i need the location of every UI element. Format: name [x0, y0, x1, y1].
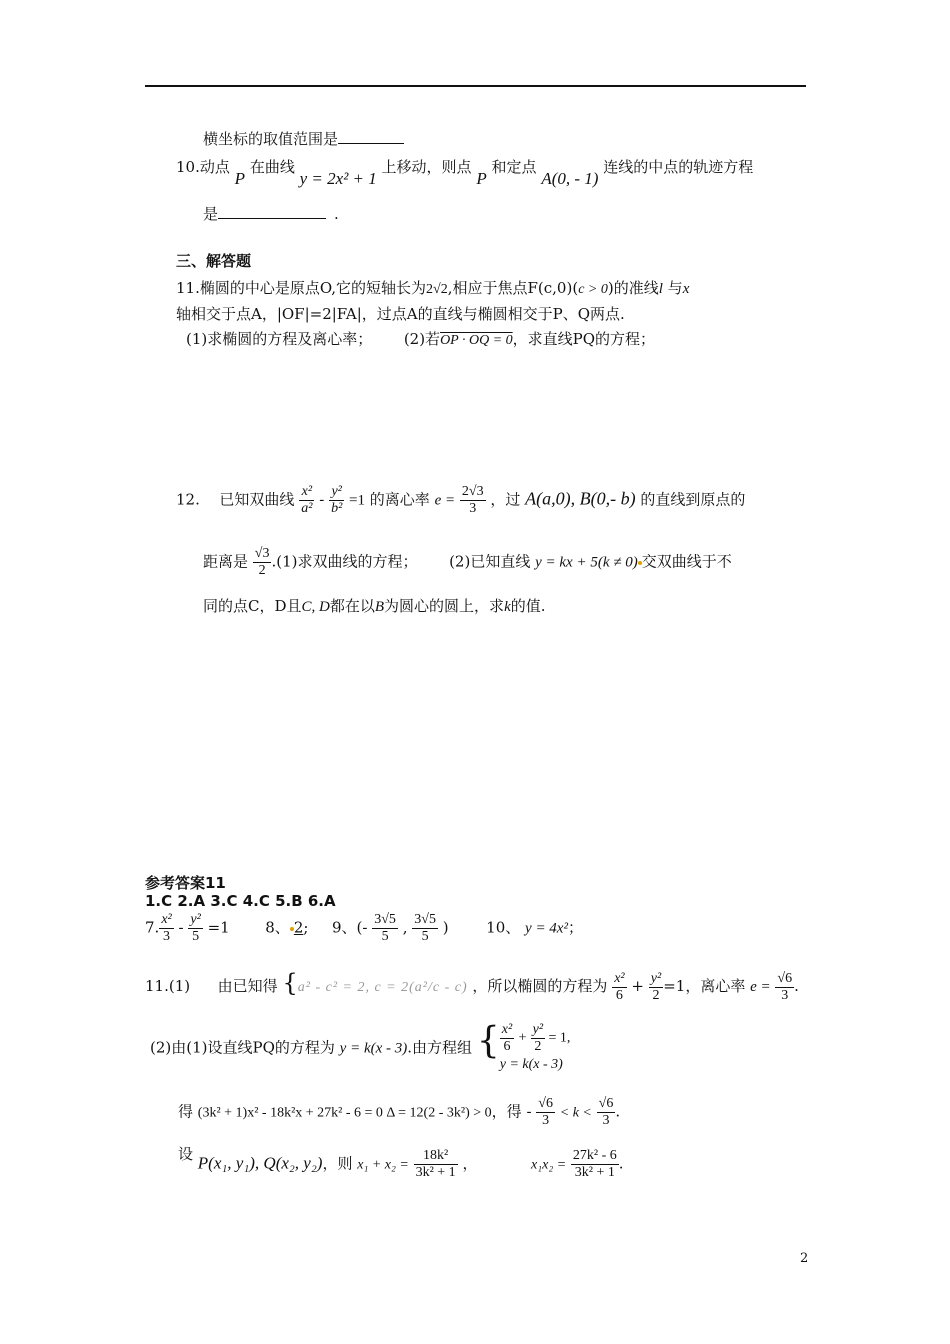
q12-text: .(1)求双曲线的方程； — [271, 552, 418, 571]
q12-text: 距离是 — [203, 552, 249, 571]
q11-minor-axis: 2√2 — [426, 282, 448, 297]
q11-sub2: (2)若 — [403, 330, 441, 348]
q12-line1 — [176, 484, 745, 517]
a11-part2 — [150, 1022, 570, 1075]
q11-line3 — [186, 328, 655, 349]
a11-product: x₁x₂ = — [531, 1157, 567, 1173]
q12-text: 的值. — [510, 597, 546, 615]
a11-frac — [414, 1148, 458, 1181]
frac-den: 3 — [602, 1113, 610, 1128]
frac-den: 3k² + 1 — [415, 1165, 456, 1180]
frac-den: 5 — [381, 929, 389, 944]
q10-line1 — [176, 156, 754, 188]
q10-text: 动点 — [199, 158, 230, 176]
q9-tail-line — [203, 128, 404, 149]
q9-answer-blank — [338, 129, 404, 144]
tail: = 1, — [548, 1030, 571, 1046]
q12-frac-e — [460, 484, 486, 517]
q10-text: 和定点 — [491, 158, 537, 176]
a11-text: =1，离心率 — [663, 977, 746, 995]
q11-vector-condition: OP · OQ = 0 — [440, 333, 513, 348]
a11-text: ，得 — [491, 1102, 522, 1121]
answers-mc: 1.C 2.A 3.C 4.C 5.B 6.A — [145, 892, 336, 910]
a11-system-blurred: a² - c² = 2, c = 2(a²/c - c) — [297, 980, 468, 995]
q12-text: 同的点C，D且 — [203, 597, 302, 615]
q12-text: 都在以 — [329, 597, 375, 615]
q10-line2 — [203, 203, 339, 224]
q10-text: 连线的中点的轨迹方程 — [603, 158, 754, 176]
a11-ecc: e = — [750, 979, 771, 995]
frac-den: 3 — [542, 1113, 550, 1128]
a11-text: (2)由(1)设直线PQ的方程为 — [150, 1038, 335, 1057]
a7-frac — [159, 912, 173, 945]
answers-title: 参考答案11 — [145, 874, 226, 892]
frac-den: 3 — [163, 929, 171, 944]
q10-answer-blank — [218, 204, 326, 219]
q12-frac-y — [329, 484, 344, 517]
frac-den: 2 — [652, 987, 660, 1003]
q12-eq: =1 — [349, 492, 366, 509]
a8-value: 2 — [293, 918, 304, 937]
a11-text: ，所以椭圆的方程为 — [472, 977, 608, 995]
a7-frac — [188, 912, 202, 945]
a11-quadratic: (3k² + 1)x² - 18k²x + 27k² - 6 = 0 Δ = 12(2 - 3k²) > 0 — [197, 1105, 492, 1121]
a11-frac — [536, 1096, 555, 1129]
a9-frac — [412, 912, 438, 945]
q11-line2: 轴相交于点A，|OF|=2|FA|，过点A的直线与椭圆相交于P、Q两点. — [176, 305, 625, 323]
frac-num: √6 — [538, 1096, 553, 1111]
q12-frac-num: √3 — [254, 546, 270, 561]
q12-minus: - — [319, 490, 325, 509]
a7-minus: - — [178, 918, 184, 937]
q11-text: )的准线 — [607, 279, 659, 297]
q12-frac-x — [299, 484, 314, 517]
q10-curve: y = 2x² + 1 — [299, 169, 377, 188]
page-number: 2 — [800, 1251, 809, 1266]
a11-text: ， — [462, 1154, 478, 1173]
a11-part3 — [178, 1096, 620, 1129]
q10-point-a: A(0, - 1) — [541, 169, 599, 188]
q12-text: (2)已知直线 — [449, 552, 531, 571]
q11-x-axis: x — [682, 281, 690, 297]
frac-den: 6 — [503, 1039, 511, 1054]
a11-system-row1 — [500, 1022, 571, 1055]
a11-text: . — [618, 1154, 624, 1173]
a11-text: ，则 — [322, 1154, 353, 1173]
a11-frac — [649, 971, 663, 1004]
frac-num: 27k² - 6 — [572, 1148, 617, 1163]
q10-text: 上移动，则点 — [381, 158, 472, 176]
a10-tail: ； — [567, 918, 583, 937]
q12-number: 12. — [176, 490, 200, 509]
a11-points: P(x₁, y₁), Q(x₂, y₂) — [197, 1153, 323, 1173]
a11-system — [500, 1022, 571, 1075]
a7-tail: =1 — [207, 918, 230, 937]
frac-num: y² — [650, 970, 662, 986]
q12-line3 — [203, 595, 546, 616]
a11-text: . — [794, 977, 799, 995]
a11-brace: { — [282, 969, 298, 997]
a11-label: 11.(1) — [145, 977, 191, 995]
frac-num: x² — [161, 912, 172, 927]
q11-text: 11.椭圆的中心是原点O,它的短轴长为 — [176, 279, 427, 297]
a11-system-row2: y = k(x - 3) — [499, 1057, 563, 1072]
a11-frac-ecc — [775, 971, 794, 1004]
q12-e: e = — [434, 492, 456, 509]
q12-frac-d — [253, 546, 272, 579]
q12-line-eq: y = kx + 5(k ≠ 0) — [535, 554, 638, 571]
q12-points: A(a,0), B(0,- b) — [525, 488, 636, 509]
q12-frac-num: 2√3 — [461, 484, 484, 499]
frac — [531, 1022, 545, 1055]
frac-den: 3 — [781, 987, 789, 1003]
a11-text: 得 — [178, 1102, 194, 1121]
q12-k: k — [504, 599, 511, 615]
a7-label: 7. — [145, 918, 160, 937]
frac — [500, 1022, 514, 1055]
q10-text: . — [334, 205, 339, 223]
frac-den: 2 — [534, 1039, 542, 1054]
q12-point-b: B — [374, 599, 385, 615]
frac-num: x² — [614, 970, 625, 986]
a10-label: 10、 — [486, 918, 521, 937]
frac-num: √6 — [598, 1096, 614, 1111]
a11-line-eq: y = k(x - 3) — [339, 1040, 408, 1057]
a9-sep: , — [402, 918, 408, 937]
q10-point-p: P — [476, 169, 487, 188]
q9-tail-text: 横坐标的取值范围是 — [203, 130, 339, 148]
a11-frac — [612, 971, 626, 1004]
a11-part1 — [145, 965, 799, 1004]
frac-num: 3√5 — [374, 912, 396, 927]
a8-tail: ; — [303, 918, 309, 937]
a8-label: 8、 — [265, 918, 290, 937]
q10-point-p: P — [234, 169, 246, 188]
a11-minus: - — [526, 1102, 532, 1121]
q12-points-cd: C, D — [301, 599, 330, 615]
q12-frac-den: 2 — [258, 563, 266, 578]
frac-den: 6 — [615, 987, 623, 1003]
q10-text: 在曲线 — [249, 158, 295, 176]
q11-directrix: l — [658, 281, 663, 297]
a11-frac — [597, 1096, 616, 1129]
frac-num: y² — [190, 912, 201, 927]
frac-num: y² — [532, 1022, 544, 1037]
frac-den: 5 — [192, 929, 200, 944]
q11-condition: c > 0 — [578, 282, 608, 297]
q10-text: 是 — [203, 205, 219, 223]
q11-sub2: ，求直线PQ的方程； — [512, 330, 656, 348]
a11-sum: x₁ + x₂ = — [357, 1157, 409, 1173]
a11-brace: { — [476, 1020, 500, 1062]
frac-den: 3k² + 1 — [574, 1165, 615, 1180]
q12-text: 的直线到原点的 — [640, 490, 746, 509]
a9-tail: ) — [442, 918, 449, 937]
a11-text: . — [615, 1102, 621, 1121]
a11-ineq: < k < — [559, 1105, 592, 1121]
a11-text: .由方程组 — [407, 1038, 473, 1057]
q11-text: ,相应于焦点F(c,0)( — [447, 279, 579, 297]
frac-num: 3√5 — [414, 912, 436, 927]
a11-text: 设 — [178, 1144, 194, 1163]
frac-num: 18k² — [414, 1148, 458, 1165]
a9-label: 9、(- — [331, 918, 368, 937]
frac-num: √6 — [777, 970, 793, 986]
q12-frac-den: 3 — [469, 501, 477, 516]
q12-frac-den: a² — [301, 501, 313, 516]
frac-num: x² — [501, 1022, 513, 1037]
a11-part4 — [178, 1144, 624, 1181]
section-heading: 三、解答题 — [176, 252, 252, 270]
q11-text: 与 — [667, 279, 683, 297]
q12-text: 为圆心的圆上，求 — [384, 597, 505, 615]
q12-text: 交双曲线于不 — [641, 552, 732, 571]
q11-sub1: (1)求椭圆的方程及离心率； — [186, 330, 373, 348]
q12-text: 已知双曲线 — [219, 490, 295, 509]
q12-frac-num: y² — [329, 484, 344, 501]
header-rule — [145, 85, 806, 87]
a9-frac — [372, 912, 398, 945]
q12-line2 — [203, 546, 732, 579]
q11-line1 — [176, 277, 689, 298]
q12-frac-num: x² — [299, 484, 314, 501]
q12-text: 的离心率 — [369, 490, 430, 509]
a10-value: y = 4x² — [525, 920, 568, 937]
plus: + — [517, 1030, 528, 1046]
frac-den: 5 — [421, 929, 429, 944]
q12-frac-den: b² — [331, 501, 343, 516]
a11-frac — [571, 1148, 619, 1181]
q10-number: 10. — [176, 158, 200, 176]
a11-plus: + — [631, 977, 644, 995]
a11-text: 由已知得 — [217, 977, 278, 995]
q12-text: ，过 — [490, 490, 521, 509]
answers-row-7-10 — [145, 912, 583, 945]
